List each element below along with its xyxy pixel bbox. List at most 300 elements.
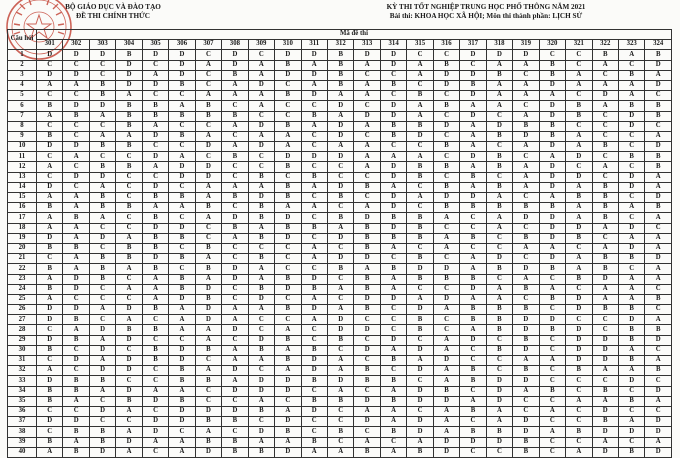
answer-cell: D bbox=[195, 142, 221, 152]
answer-cell: A bbox=[380, 417, 406, 427]
answer-cell: A bbox=[116, 91, 142, 101]
answer-cell: B bbox=[618, 335, 644, 345]
answer-cell: C bbox=[301, 213, 327, 223]
answer-cell: D bbox=[645, 335, 672, 345]
answer-cell: A bbox=[566, 80, 592, 90]
answer-cell: B bbox=[645, 366, 672, 376]
answer-cell: B bbox=[460, 203, 486, 213]
answer-cell: A bbox=[327, 111, 353, 121]
answer-cell: B bbox=[327, 70, 353, 80]
answer-cell: A bbox=[195, 254, 221, 264]
answer-cell: B bbox=[460, 274, 486, 284]
question-number: 28 bbox=[8, 325, 37, 335]
answer-cell: C bbox=[248, 152, 274, 162]
answer-cell: B bbox=[116, 121, 142, 131]
answer-cell: C bbox=[460, 345, 486, 355]
answer-cell: B bbox=[222, 223, 248, 233]
answer-cell: D bbox=[513, 213, 539, 223]
answer-cell: B bbox=[89, 80, 115, 90]
answer-cell: A bbox=[380, 182, 406, 192]
answer-cell: C bbox=[37, 121, 63, 131]
question-number: 1 bbox=[8, 50, 37, 60]
answer-cell: A bbox=[433, 233, 459, 243]
answer-cell: A bbox=[89, 305, 115, 315]
answer-cell: A bbox=[513, 111, 539, 121]
exam-code-header: 323 bbox=[618, 40, 644, 50]
answer-cell: B bbox=[63, 447, 89, 457]
answer-cell: D bbox=[566, 305, 592, 315]
answer-cell: D bbox=[460, 70, 486, 80]
answer-cell: D bbox=[513, 376, 539, 386]
answer-cell: A bbox=[301, 294, 327, 304]
answer-cell: B bbox=[513, 203, 539, 213]
answer-cell: C bbox=[592, 315, 618, 325]
answer-cell: C bbox=[327, 172, 353, 182]
answer-cell: D bbox=[433, 396, 459, 406]
answer-cell: D bbox=[169, 172, 195, 182]
answer-cell: A bbox=[248, 91, 274, 101]
answer-cell: B bbox=[275, 91, 301, 101]
answer-cell: C bbox=[566, 406, 592, 416]
answer-cell: B bbox=[618, 70, 644, 80]
answer-cell: C bbox=[566, 162, 592, 172]
answer-cell: A bbox=[380, 152, 406, 162]
question-number: 3 bbox=[8, 70, 37, 80]
answer-cell: A bbox=[592, 243, 618, 253]
answer-cell: B bbox=[37, 203, 63, 213]
answer-cell: D bbox=[645, 447, 672, 457]
answer-cell: C bbox=[566, 284, 592, 294]
answer-cell: D bbox=[645, 142, 672, 152]
table-row bbox=[8, 172, 672, 182]
answer-cell: D bbox=[566, 294, 592, 304]
exam-code-header: 312 bbox=[327, 40, 353, 50]
answer-cell: B bbox=[592, 264, 618, 274]
answer-cell: A bbox=[248, 131, 274, 141]
answer-cell: C bbox=[486, 243, 512, 253]
answer-cell: B bbox=[354, 274, 380, 284]
answer-cell: B bbox=[327, 213, 353, 223]
answer-cell: B bbox=[380, 427, 406, 437]
answer-cell: B bbox=[248, 213, 274, 223]
answer-cell: C bbox=[592, 325, 618, 335]
answer-cell: C bbox=[460, 213, 486, 223]
answer-cell: D bbox=[301, 305, 327, 315]
answer-cell: B bbox=[486, 264, 512, 274]
answer-cell: A bbox=[354, 60, 380, 70]
answer-cell: B bbox=[380, 356, 406, 366]
answer-cell: B bbox=[486, 315, 512, 325]
answer-cell: C bbox=[195, 70, 221, 80]
exam-code-header: 314 bbox=[380, 40, 406, 50]
answer-cell: A bbox=[327, 356, 353, 366]
answer-cell: C bbox=[645, 223, 672, 233]
table-row bbox=[8, 356, 672, 366]
answer-cell: A bbox=[301, 243, 327, 253]
table-row bbox=[8, 396, 672, 406]
answer-cell: C bbox=[433, 284, 459, 294]
answer-cell: A bbox=[354, 91, 380, 101]
answer-cell: B bbox=[433, 142, 459, 152]
answer-cell: A bbox=[407, 152, 433, 162]
answer-cell: C bbox=[486, 366, 512, 376]
answer-cell: A bbox=[222, 233, 248, 243]
answer-cell: C bbox=[142, 91, 168, 101]
answer-cell: B bbox=[116, 162, 142, 172]
answer-cell: A bbox=[301, 447, 327, 457]
answer-cell: D bbox=[618, 111, 644, 121]
answer-cell: C bbox=[301, 335, 327, 345]
table-row bbox=[8, 254, 672, 264]
answer-cell: D bbox=[380, 294, 406, 304]
answer-cell: A bbox=[222, 91, 248, 101]
answer-cell: D bbox=[486, 437, 512, 447]
answer-cell: D bbox=[460, 437, 486, 447]
answer-cell: A bbox=[380, 447, 406, 457]
answer-cell: A bbox=[169, 101, 195, 111]
answer-cell: D bbox=[513, 325, 539, 335]
answer-cell: B bbox=[116, 254, 142, 264]
answer-cell: B bbox=[116, 325, 142, 335]
answer-cell: D bbox=[618, 376, 644, 386]
answer-cell: C bbox=[433, 325, 459, 335]
question-number: 2 bbox=[8, 60, 37, 70]
answer-cell: A bbox=[327, 142, 353, 152]
answer-cell: B bbox=[407, 223, 433, 233]
table-row bbox=[8, 111, 672, 121]
answer-cell: B bbox=[116, 101, 142, 111]
answer-cell: C bbox=[380, 91, 406, 101]
table-row bbox=[8, 274, 672, 284]
answer-cell: D bbox=[486, 376, 512, 386]
answer-cell: B bbox=[592, 254, 618, 264]
answer-cell: B bbox=[460, 376, 486, 386]
answer-cell: A bbox=[169, 152, 195, 162]
answer-cell: D bbox=[169, 60, 195, 70]
answer-cell: A bbox=[645, 437, 672, 447]
answer-cell: A bbox=[566, 213, 592, 223]
answer-cell: D bbox=[433, 447, 459, 457]
answer-cell: C bbox=[618, 162, 644, 172]
answer-cell: C bbox=[380, 437, 406, 447]
answer-cell: D bbox=[169, 345, 195, 355]
answer-cell: C bbox=[301, 427, 327, 437]
answer-cell: B bbox=[486, 162, 512, 172]
answer-cell: A bbox=[486, 101, 512, 111]
answer-cell: A bbox=[592, 80, 618, 90]
answer-cell: B bbox=[380, 121, 406, 131]
answer-cell: D bbox=[486, 121, 512, 131]
question-column-header: Câu hỏi bbox=[8, 30, 37, 50]
answer-cell: B bbox=[275, 274, 301, 284]
answer-cell: C bbox=[566, 121, 592, 131]
answer-cell: B bbox=[37, 101, 63, 111]
answer-cell: A bbox=[327, 386, 353, 396]
exam-code-header: 324 bbox=[645, 40, 672, 50]
answer-cell: C bbox=[539, 305, 565, 315]
answer-cell: C bbox=[37, 356, 63, 366]
answer-cell: C bbox=[116, 417, 142, 427]
answer-cell: A bbox=[407, 70, 433, 80]
answer-cell: A bbox=[89, 386, 115, 396]
answer-cell: C bbox=[513, 70, 539, 80]
answer-cell: D bbox=[327, 121, 353, 131]
answer-cell: A bbox=[513, 91, 539, 101]
answer-cell: C bbox=[407, 142, 433, 152]
answer-cell: A bbox=[539, 243, 565, 253]
answer-cell: A bbox=[460, 325, 486, 335]
answer-cell: A bbox=[407, 294, 433, 304]
answer-cell: C bbox=[486, 447, 512, 457]
answer-cell: D bbox=[222, 406, 248, 416]
answer-cell: C bbox=[539, 345, 565, 355]
answer-cell: C bbox=[222, 172, 248, 182]
answer-cell: B bbox=[248, 203, 274, 213]
answer-cell: D bbox=[433, 356, 459, 366]
answer-cell: D bbox=[89, 325, 115, 335]
answer-cell: A bbox=[142, 386, 168, 396]
answer-cell: D bbox=[222, 274, 248, 284]
answer-cell: B bbox=[89, 264, 115, 274]
answer-cell: A bbox=[169, 203, 195, 213]
answer-cell: C bbox=[301, 131, 327, 141]
answer-cell: C bbox=[301, 386, 327, 396]
table-row bbox=[8, 80, 672, 90]
answer-cell: B bbox=[63, 335, 89, 345]
answer-cell: B bbox=[645, 101, 672, 111]
answer-cell: D bbox=[618, 223, 644, 233]
answer-cell: D bbox=[592, 447, 618, 457]
answer-cell: D bbox=[380, 172, 406, 182]
answer-cell: A bbox=[37, 213, 63, 223]
answer-cell: A bbox=[645, 131, 672, 141]
answer-cell: C bbox=[116, 376, 142, 386]
answer-cell: C bbox=[142, 172, 168, 182]
answer-cell: C bbox=[142, 335, 168, 345]
table-row bbox=[8, 325, 672, 335]
answer-cell: B bbox=[195, 243, 221, 253]
answer-cell: B bbox=[407, 315, 433, 325]
answer-cell: B bbox=[275, 356, 301, 366]
answer-cell: A bbox=[566, 131, 592, 141]
answer-cell: D bbox=[169, 223, 195, 233]
answer-cell: B bbox=[539, 264, 565, 274]
answer-cell: A bbox=[275, 203, 301, 213]
answer-cell: B bbox=[89, 254, 115, 264]
answer-cell: C bbox=[275, 243, 301, 253]
answer-cell: C bbox=[301, 193, 327, 203]
exam-code-header: 316 bbox=[433, 40, 459, 50]
answer-cell: D bbox=[37, 376, 63, 386]
answer-cell: B bbox=[275, 335, 301, 345]
answer-cell: A bbox=[142, 203, 168, 213]
answer-cell: A bbox=[301, 182, 327, 192]
answer-cell: A bbox=[433, 243, 459, 253]
answer-cell: D bbox=[539, 223, 565, 233]
answer-cell: C bbox=[169, 121, 195, 131]
question-number: 20 bbox=[8, 243, 37, 253]
answer-cell: A bbox=[222, 356, 248, 366]
answer-cell: B bbox=[539, 203, 565, 213]
answer-cell: D bbox=[222, 213, 248, 223]
answer-cell: B bbox=[37, 396, 63, 406]
answer-cell: B bbox=[645, 325, 672, 335]
answer-cell: C bbox=[566, 50, 592, 60]
answer-cell: A bbox=[486, 284, 512, 294]
answer-cell: B bbox=[566, 427, 592, 437]
answer-cell: D bbox=[37, 335, 63, 345]
answer-cell: C bbox=[566, 376, 592, 386]
answer-cell: C bbox=[566, 315, 592, 325]
answer-cell: D bbox=[618, 243, 644, 253]
exam-code-group-header: Mã đề thi bbox=[37, 30, 672, 40]
answer-cell: B bbox=[301, 437, 327, 447]
exam-code-header: 310 bbox=[275, 40, 301, 50]
answer-cell: D bbox=[354, 213, 380, 223]
answer-cell: D bbox=[486, 50, 512, 60]
answer-cell: D bbox=[407, 366, 433, 376]
table-row bbox=[8, 386, 672, 396]
answer-cell: B bbox=[142, 305, 168, 315]
answer-cell: B bbox=[195, 111, 221, 121]
answer-cell: D bbox=[433, 437, 459, 447]
answer-cell: A bbox=[645, 274, 672, 284]
answer-cell: D bbox=[301, 274, 327, 284]
answer-cell: C bbox=[37, 406, 63, 416]
answer-cell: D bbox=[592, 91, 618, 101]
answer-cell: D bbox=[195, 172, 221, 182]
answer-cell: B bbox=[327, 264, 353, 274]
answer-cell: C bbox=[89, 243, 115, 253]
answer-cell: B bbox=[618, 254, 644, 264]
answer-cell: C bbox=[248, 366, 274, 376]
answer-cell: C bbox=[592, 233, 618, 243]
answer-cell: B bbox=[380, 396, 406, 406]
answer-cell: D bbox=[618, 121, 644, 131]
answer-cell: D bbox=[513, 427, 539, 437]
answer-cell: D bbox=[407, 396, 433, 406]
answer-cell: A bbox=[116, 406, 142, 416]
answer-cell: A bbox=[37, 294, 63, 304]
answer-cell: C bbox=[460, 417, 486, 427]
answer-cell: C bbox=[618, 193, 644, 203]
answer-cell: C bbox=[539, 417, 565, 427]
answer-cell: A bbox=[327, 91, 353, 101]
answer-cell: A bbox=[566, 264, 592, 274]
answer-cell: A bbox=[275, 142, 301, 152]
answer-cell: A bbox=[486, 213, 512, 223]
answer-cell: B bbox=[301, 345, 327, 355]
answer-cell: D bbox=[89, 233, 115, 243]
answer-cell: A bbox=[248, 182, 274, 192]
answer-cell: A bbox=[592, 223, 618, 233]
answer-cell: B bbox=[460, 305, 486, 315]
answer-cell: C bbox=[222, 243, 248, 253]
answer-cell: B bbox=[460, 315, 486, 325]
exam-code-header: 322 bbox=[592, 40, 618, 50]
answer-cell: B bbox=[89, 193, 115, 203]
answer-cell: B bbox=[169, 254, 195, 264]
answer-cell: B bbox=[486, 70, 512, 80]
answer-cell: D bbox=[169, 294, 195, 304]
answer-cell: C bbox=[354, 427, 380, 437]
answer-cell: B bbox=[169, 80, 195, 90]
answer-cell: B bbox=[169, 233, 195, 243]
answer-cell: C bbox=[301, 142, 327, 152]
answer-cell: C bbox=[407, 284, 433, 294]
answer-cell: A bbox=[592, 396, 618, 406]
answer-cell: A bbox=[222, 80, 248, 90]
answer-cell: B bbox=[407, 274, 433, 284]
question-number: 40 bbox=[8, 447, 37, 457]
table-row bbox=[8, 264, 672, 274]
answer-cell: A bbox=[63, 264, 89, 274]
table-row bbox=[8, 427, 672, 437]
question-number: 11 bbox=[8, 152, 37, 162]
table-row bbox=[8, 294, 672, 304]
exam-code-header: 309 bbox=[248, 40, 274, 50]
table-row bbox=[8, 60, 672, 70]
question-number: 38 bbox=[8, 427, 37, 437]
answer-cell: D bbox=[380, 50, 406, 60]
answer-cell: D bbox=[142, 223, 168, 233]
answer-cell: A bbox=[460, 162, 486, 172]
answer-cell: B bbox=[275, 193, 301, 203]
answer-cell: B bbox=[142, 325, 168, 335]
answer-cell: D bbox=[116, 305, 142, 315]
answer-cell: C bbox=[195, 396, 221, 406]
answer-cell: D bbox=[116, 437, 142, 447]
answer-cell: A bbox=[195, 366, 221, 376]
question-number: 15 bbox=[8, 193, 37, 203]
answer-cell: C bbox=[248, 243, 274, 253]
answer-cell: A bbox=[63, 254, 89, 264]
answer-cell: A bbox=[539, 91, 565, 101]
answer-cell: D bbox=[301, 152, 327, 162]
answer-cell: C bbox=[380, 142, 406, 152]
answer-cell: C bbox=[486, 233, 512, 243]
answer-cell: C bbox=[354, 172, 380, 182]
answer-cell: C bbox=[195, 386, 221, 396]
answer-cell: D bbox=[116, 366, 142, 376]
answer-cell: D bbox=[460, 152, 486, 162]
answer-cell: D bbox=[354, 325, 380, 335]
answer-cell: C bbox=[275, 172, 301, 182]
answer-cell: A bbox=[248, 396, 274, 406]
answer-cell: C bbox=[275, 396, 301, 406]
answer-cell: C bbox=[433, 172, 459, 182]
answer-cell: B bbox=[248, 254, 274, 264]
answer-cell: A bbox=[486, 294, 512, 304]
answer-cell: C bbox=[354, 70, 380, 80]
exam-title: KỲ THI TỐT NGHIỆP TRUNG HỌC PHỔ THÔNG NĂM 2021 bbox=[386, 3, 586, 11]
answer-cell: B bbox=[116, 243, 142, 253]
table-row bbox=[8, 162, 672, 172]
answer-cell: A bbox=[63, 152, 89, 162]
answer-cell: A bbox=[645, 213, 672, 223]
answer-cell: B bbox=[539, 325, 565, 335]
answer-cell: D bbox=[116, 386, 142, 396]
answer-cell: B bbox=[354, 223, 380, 233]
answer-cell: B bbox=[275, 223, 301, 233]
answer-cell: D bbox=[592, 356, 618, 366]
exam-subject: Bài thi: KHOA HỌC XÃ HỘI; Môn thi thành phần: LỊCH SỬ bbox=[389, 11, 583, 20]
answer-cell: B bbox=[275, 162, 301, 172]
answer-cell: B bbox=[327, 427, 353, 437]
answer-cell: B bbox=[37, 386, 63, 396]
answer-cell: B bbox=[460, 427, 486, 437]
answer-cell: A bbox=[592, 437, 618, 447]
